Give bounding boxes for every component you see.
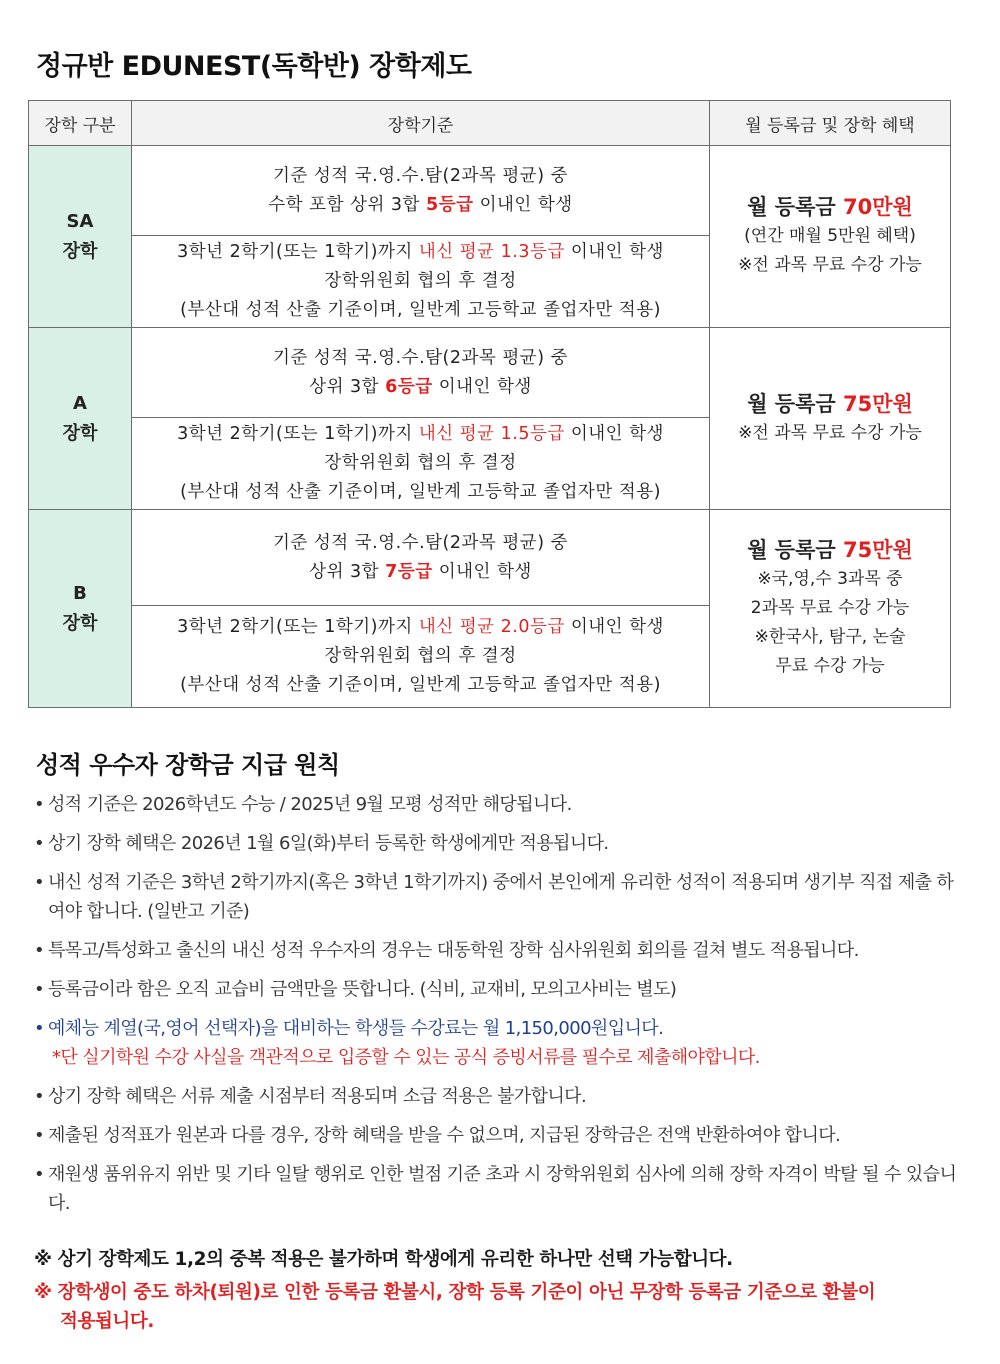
table-row	[29, 328, 951, 418]
list-item: • 상기 장학 혜택은 2026년 1월 6일(화)부터 등록한 학생에게만 적용됩니다.	[34, 833, 609, 854]
criteria-score: 기준 성적 국.영.수.탐(2과목 평균) 중 상위 3합 6등급 이내인 학생	[132, 328, 710, 418]
criteria-gpa: 3학년 2학기(또는 1학기)까지 내신 평균 1.5등급 이내인 학생 장학위원회 협의 후 결정 (부산대 성적 산출 기준이며, 일반계 고등학교 졸업자만 적용)	[132, 418, 710, 510]
list-item: • 등록금이라 함은 오직 교습비 금액만을 뜻합니다. (식비, 교재비, 모의고사비는 별도)	[34, 979, 677, 1000]
list-item: • 성적 기준은 2026학년도 수능 / 2025년 9월 모평 성적만 해당됩니다.	[34, 794, 572, 815]
header-criteria: 장학기준	[132, 101, 710, 146]
table-header-row	[29, 101, 951, 146]
criteria-score: 기준 성적 국.영.수.탐(2과목 평균) 중 수학 포함 상위 3합 5등급 이내인 학생	[132, 146, 710, 236]
list-item: • 재원생 품위유지 위반 및 기타 일탈 행위로 인한 벌점 기준 초과 시 장학위원회 심사에 의해 장학 자격이 박탈 될 수 있습니다.	[34, 1164, 957, 1214]
benefit-b: 월 등록금 75만원 ※국,영,수 3과목 중 2과목 무료 수강 가능 ※한국사, 탐구, 논술 무료 수강 가능	[710, 510, 951, 708]
header-category: 장학 구분	[29, 101, 132, 146]
category-sa: SA 장학	[29, 146, 132, 328]
page-title: 정규반 EDUNEST(독학반) 장학제도	[36, 51, 472, 82]
grade-highlight: 6등급	[385, 376, 433, 397]
benefit-sa: 월 등록금 70만원 (연간 매월 5만원 혜택) ※전 과목 무료 수강 가능	[710, 146, 951, 328]
notes	[34, 1245, 964, 1340]
table-row	[29, 146, 951, 236]
header-benefit: 월 등록금 및 장학 혜택	[710, 101, 951, 146]
category-b: B 장학	[29, 510, 132, 708]
table-row	[29, 510, 951, 606]
section-title: 성적 우수자 장학금 지급 원칙	[36, 751, 340, 779]
grade-highlight: 5등급	[426, 194, 474, 215]
criteria-score: 기준 성적 국.영.수.탐(2과목 평균) 중 상위 3합 7등급 이내인 학생	[132, 510, 710, 606]
list-item: • 특목고/특성화고 출신의 내신 성적 우수자의 경우는 대동학원 장학 심사위원회 회의를 걸쳐 별도 적용됩니다.	[34, 940, 859, 961]
category-a: A 장학	[29, 328, 132, 510]
criteria-gpa: 3학년 2학기(또는 1학기)까지 내신 평균 1.3등급 이내인 학생 장학위원회 협의 후 결정 (부산대 성적 산출 기준이며, 일반계 고등학교 졸업자만 적용)	[132, 236, 710, 328]
list-item: • 제출된 성적표가 원본과 다를 경우, 장학 혜택을 받을 수 없으며, 지급된 장학금은 전액 반환하여야 합니다.	[34, 1125, 841, 1146]
list-item: • 상기 장학 혜택은 서류 제출 시점부터 적용되며 소급 적용은 불가합니다.	[34, 1086, 587, 1107]
benefit-a: 월 등록금 75만원 ※전 과목 무료 수강 가능	[710, 328, 951, 510]
gpa-highlight: 내신 평균 1.5등급	[418, 424, 565, 444]
fee-amount: 70만원	[842, 195, 913, 219]
criteria-gpa: 3학년 2학기(또는 1학기)까지 내신 평균 2.0등급 이내인 학생 장학위원회 협의 후 결정 (부산대 성적 산출 기준이며, 일반계 고등학교 졸업자만 적용)	[132, 606, 710, 708]
note-refund: ※ 장학생이 중도 하차(퇴원)로 인한 등록금 환불시, 장학 등록 기준이 아닌 무장학 등록금 기준으로 환불이 적용됩니다.	[34, 1282, 876, 1332]
gpa-highlight: 내신 평균 1.3등급	[418, 242, 565, 262]
note-duplicate: ※ 상기 장학제도 1,2의 중복 적용은 불가하며 학생에게 유리한 하나만 선택 가능합니다.	[34, 1249, 733, 1270]
gpa-highlight: 내신 평균 2.0등급	[418, 617, 565, 637]
grade-highlight: 7등급	[385, 561, 433, 582]
fee-amount: 75만원	[842, 391, 913, 416]
scholarship-table	[28, 100, 951, 708]
fee-amount: 75만원	[842, 538, 913, 562]
rules-list	[34, 790, 964, 1228]
list-item: • 내신 성적 기준은 3학년 2학기까지(혹은 3학년 1학기까지) 중에서 본인에게 유리한 성적이 적용되며 생기부 직접 제출 하여야 합니다. (일반고 기준)	[34, 872, 954, 922]
list-item-art: • 예체능 계열(국,영어 선택자)을 대비하는 학생들 수강료는 월 1,150,000원입니다. *단 실기학원 수강 사실을 객관적으로 입증할 수 있는 공식 증빙서류를 필수로 제출해야합니다.	[34, 1014, 964, 1072]
art-note: *단 실기학원 수강 사실을 객관적으로 입증할 수 있는 공식 증빙서류를 필수로 제출해야합니다.	[52, 1047, 760, 1068]
